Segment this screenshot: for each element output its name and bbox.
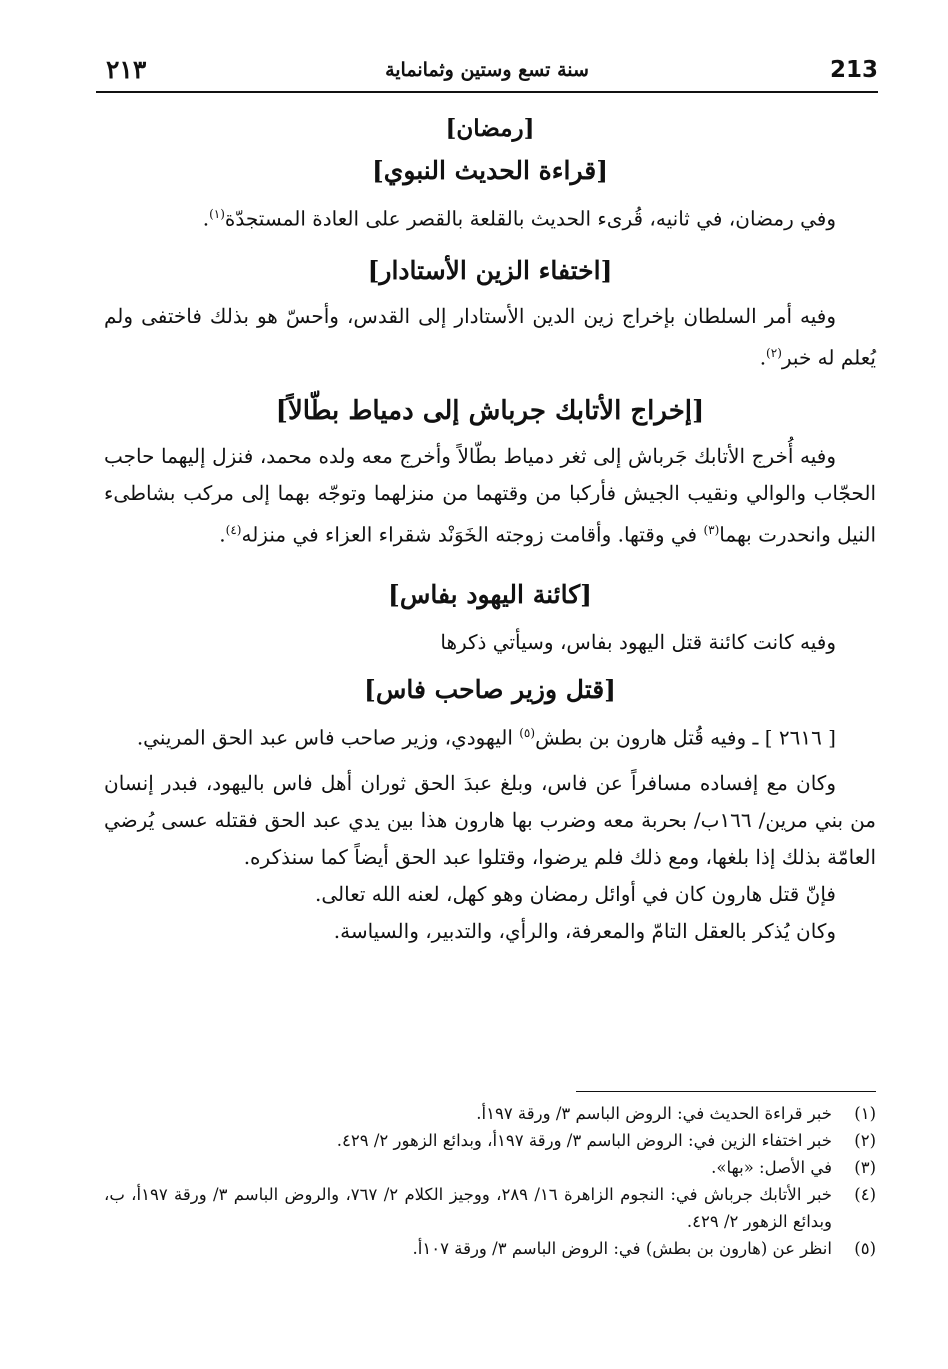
paragraph-jews-fez: وفيه كانت كائنة قتل اليهود بفاس، وسيأتي ذكرها bbox=[440, 629, 836, 654]
footnote-text: في الأصل: «بها». bbox=[711, 1158, 832, 1177]
footnote bbox=[104, 1127, 876, 1154]
footnote-text: خبر قراءة الحديث في: الروض الباسم ٣/ ورقة ١٩٧أ. bbox=[476, 1104, 832, 1123]
footnote-ref: (٥) bbox=[519, 725, 536, 740]
section-heading-vizier: [قتل وزير صاحب فاس] bbox=[363, 674, 617, 704]
footnote-number: (٢) bbox=[854, 1131, 876, 1150]
footnote bbox=[104, 1181, 876, 1235]
paragraph-jarbash bbox=[104, 438, 876, 554]
footnote-ref: (٤) bbox=[225, 523, 242, 538]
footnote-ref: (٣) bbox=[703, 523, 720, 538]
footnote bbox=[104, 1235, 876, 1262]
section-heading-zain: [اختفاء الزين الأستادار] bbox=[367, 255, 613, 285]
paragraph-text: [ ٢٦١٦ ] ـ وفيه قُتل هارون بن بطش bbox=[535, 725, 836, 750]
footnote-text: خبر الأتابك جرباش في: النجوم الزاهرة ١٦/ ٢٨٩، ووجيز الكلام ٢/ ٧٦٧، والروض الباسم ٣/ ورقة ١٩٧أ، ب، وبدائع الزهور ٢/ ٤٢٩. bbox=[104, 1185, 833, 1231]
paragraph-text: اليهودي، وزير صاحب فاس عبد الحق المريني. bbox=[136, 725, 520, 750]
section-heading-jews-fez: [كائنة اليهود بفاس] bbox=[388, 579, 592, 609]
paragraph-text: في وقتها. وأقامت زوجته الخَوَنْد شقراء العزاء في منزله bbox=[241, 522, 704, 547]
footnote bbox=[104, 1154, 876, 1181]
footnote-divider bbox=[576, 1091, 876, 1092]
footnote-number: (٥) bbox=[854, 1239, 876, 1258]
footnotes bbox=[104, 1100, 876, 1262]
paragraph-text: وفي رمضان، في ثانيه، قُرىء الحديث بالقلعة بالقصر على العادة المستجدّة bbox=[224, 206, 836, 231]
footnote bbox=[104, 1100, 876, 1127]
paragraph-hadith bbox=[104, 196, 876, 238]
section-heading-ramadan: [رمضان] bbox=[445, 115, 535, 142]
paragraph-end: . bbox=[202, 206, 210, 231]
footnote-text: خبر اختفاء الزين في: الروض الباسم ٣/ ورقة ١٩٧أ، وبدائع الزهور ٢/ ٤٢٩. bbox=[336, 1131, 832, 1150]
page-header bbox=[96, 55, 878, 93]
section-heading-hadith: [قراءة الحديث النبوي] bbox=[371, 156, 609, 185]
paragraph-zain bbox=[104, 298, 876, 377]
paragraph-vizier bbox=[104, 715, 876, 757]
page-number-latin: 213 bbox=[829, 57, 878, 83]
paragraph-harun-traits: وكان يُذكر بالعقل التامّ والمعرفة، والرأي، والتدبير، والسياسة. bbox=[333, 918, 836, 943]
footnote-number: (٣) bbox=[854, 1158, 876, 1177]
paragraph-text: وفيه أمر السلطان بإخراج زين الدين الأستادار إلى القدس، وأحسّ هو بذلك فاختفى ولم يُعلم له خبر bbox=[104, 303, 876, 370]
footnote-ref: (٢) bbox=[766, 345, 782, 360]
footnote-ref: (١) bbox=[209, 207, 225, 221]
page-number-arabic: ٢١٣ bbox=[106, 55, 147, 84]
main-text bbox=[104, 110, 876, 950]
footnote-number: (١) bbox=[854, 1104, 876, 1123]
paragraph-harun: وكان مع إفساده مسافراً عن فاس، وبلغ عبدَ الحق ثوران أهل فاس باليهود، فبدر إنسان من بني مرين/ ١٦٦ب/ بحربة معه وضرب بها هارون هذا بين يدي عبد الحق فقتله عسى يُرضي العامّة بذلك إذا بلغها، ومع ذلك فلم يرضوا، وقتلوا عبد الحق أيضاً كما سنذكره. bbox=[104, 770, 877, 869]
paragraph-end: . bbox=[219, 522, 226, 547]
paragraph-text: وفيه أُخرج الأتابك جَرباش إلى ثغر دمياط بطّالاً وأخرج معه ولده محمد، فنزل إليهما حاجب الحجّاب والوالي ونقيب الجيش فأركبا من وقتهما من منزلهما وتوجّه بهما إلى مركب بشاطىء النيل وانحدرت بهما bbox=[104, 444, 876, 547]
paragraph-harun-death: فإنّ قتل هارون كان في أوائل رمضان وهو كهل، لعنه الله تعالى. bbox=[315, 881, 836, 906]
section-heading-jarbash: [إخراج الأتابك جرباش إلى دمياط بطّالاً] bbox=[275, 396, 705, 427]
footnote-text: انظر عن (هارون بن بطش) في: الروض الباسم ٣/ ورقة ١٠٧أ. bbox=[412, 1239, 832, 1258]
paragraph-end: . bbox=[759, 345, 767, 370]
running-title: سنة تسع وستين وثمانماية bbox=[385, 59, 589, 81]
footnote-number: (٤) bbox=[854, 1185, 876, 1204]
